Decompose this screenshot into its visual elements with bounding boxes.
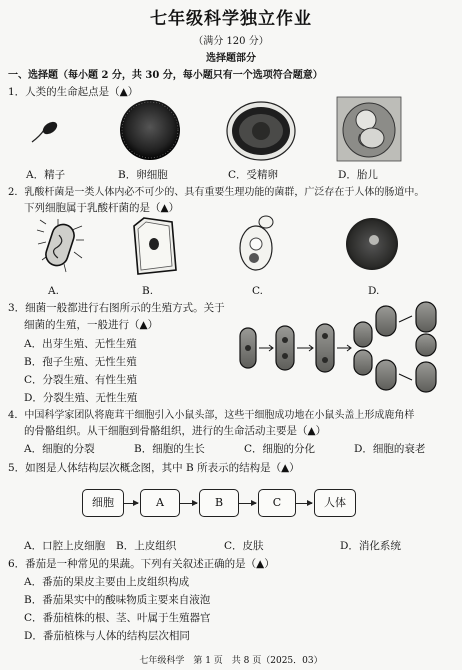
q3-stem-line2: 细菌的生殖，一般进行（▲） bbox=[24, 319, 159, 331]
flow-node-b: B bbox=[199, 489, 239, 517]
flow-node-a: A bbox=[140, 489, 180, 517]
page-footer: 七年级科学 第 1 页 共 8 页（2025．03） bbox=[139, 656, 323, 666]
q3-option-b[interactable]: B．孢子生殖、无性生殖 bbox=[24, 356, 137, 368]
q6-stem: 6．番茄是一种常见的果蔬。下列有关叙述正确的是（▲） bbox=[8, 558, 275, 570]
flow-arrow-1 bbox=[124, 503, 138, 504]
q5-stem: 5．如图是人体结构层次概念图，其中 B 所表示的结构是（▲） bbox=[8, 462, 300, 474]
q1-image-fetus bbox=[336, 96, 402, 162]
q2-stem-line2: 下列细胞属于乳酸杆菌的是（▲） bbox=[24, 202, 180, 214]
q3-stem-line1: 3．细菌一般都进行右图所示的生殖方式。关于 bbox=[8, 302, 225, 314]
section-instruction: 一、选择题（每小题 2 分，共 30 分，每小题只有一个选项符合题意） bbox=[8, 70, 323, 81]
q3-option-c[interactable]: C．分裂生殖、有性生殖 bbox=[24, 374, 138, 386]
q2-image-plant-cell bbox=[132, 216, 178, 276]
flow-arrow-4 bbox=[296, 503, 312, 504]
q3-bacteria-division-diagram bbox=[236, 300, 458, 400]
q4-stem-line1: 4．中国科学家团队将鹿茸干细胞引入小鼠头部，这些干细胞成功地在小鼠头盖上形成鹿角样 bbox=[8, 410, 415, 421]
q5-option-a[interactable]: A．口腔上皮细胞 bbox=[24, 540, 106, 552]
q1-stem: 1．人类的生命起点是（▲） bbox=[8, 86, 139, 98]
q2-option-b[interactable]: B. bbox=[142, 285, 154, 297]
q1-image-sperm bbox=[26, 118, 66, 148]
q6-option-c[interactable]: C．番茄植株的根、茎、叶属于生殖器官 bbox=[24, 612, 211, 624]
q4-option-c[interactable]: C．细胞的分化 bbox=[244, 443, 316, 455]
q5-option-d[interactable]: D．消化系统 bbox=[340, 540, 401, 552]
q1-option-c[interactable]: C．受精卵 bbox=[228, 169, 279, 181]
flow-arrow-3 bbox=[239, 503, 256, 504]
score-note: （满分 120 分） bbox=[193, 36, 269, 47]
q5-option-b[interactable]: B．上皮组织 bbox=[116, 540, 177, 552]
flow-node-human: 人体 bbox=[314, 489, 356, 517]
section-heading: 选择题部分 bbox=[206, 53, 256, 64]
q1-option-d[interactable]: D．胎儿 bbox=[338, 169, 378, 181]
q1-option-b[interactable]: B．卵细胞 bbox=[118, 169, 168, 181]
q4-option-d[interactable]: D．细胞的衰老 bbox=[354, 443, 426, 455]
q4-option-b[interactable]: B．细胞的生长 bbox=[134, 443, 205, 455]
q4-stem-line2: 的骨骼组织。从干细胞到骨骼组织，进行的生命活动主要是（▲） bbox=[24, 425, 327, 437]
q6-option-b[interactable]: B．番茄果实中的酸味物质主要来自液泡 bbox=[24, 594, 211, 606]
q6-option-d[interactable]: D．番茄植株与人体的结构层次相同 bbox=[24, 630, 190, 642]
flow-node-c: C bbox=[258, 489, 296, 517]
q3-option-a[interactable]: A．出芽生殖、无性生殖 bbox=[24, 338, 137, 350]
q2-option-d[interactable]: D. bbox=[368, 285, 380, 297]
flow-node-cell: 细胞 bbox=[82, 489, 124, 517]
flow-arrow-2 bbox=[180, 503, 197, 504]
q3-option-d[interactable]: D．分裂生殖、无性生殖 bbox=[24, 392, 138, 404]
q2-stem-line1: 2．乳酸杆菌是一类人体内必不可少的、具有重要生理功能的菌群，广泛存在于人体的肠道中。 bbox=[8, 187, 425, 198]
q1-image-egg-cell bbox=[118, 98, 182, 162]
q2-image-yeast bbox=[236, 214, 280, 274]
q2-image-animal-cell bbox=[344, 216, 400, 272]
q1-image-zygote bbox=[225, 100, 297, 162]
q1-option-a[interactable]: A．精子 bbox=[26, 169, 66, 181]
q2-option-c[interactable]: C. bbox=[252, 285, 263, 297]
page-title: 七年级科学独立作业 bbox=[150, 9, 312, 29]
q2-option-a[interactable]: A. bbox=[48, 285, 59, 297]
q4-option-a[interactable]: A．细胞的分裂 bbox=[24, 443, 95, 455]
q6-option-a[interactable]: A．番茄的果皮主要由上皮组织构成 bbox=[24, 576, 190, 588]
q5-option-c[interactable]: C．皮肤 bbox=[224, 540, 264, 552]
q2-image-bacterium bbox=[36, 218, 86, 274]
